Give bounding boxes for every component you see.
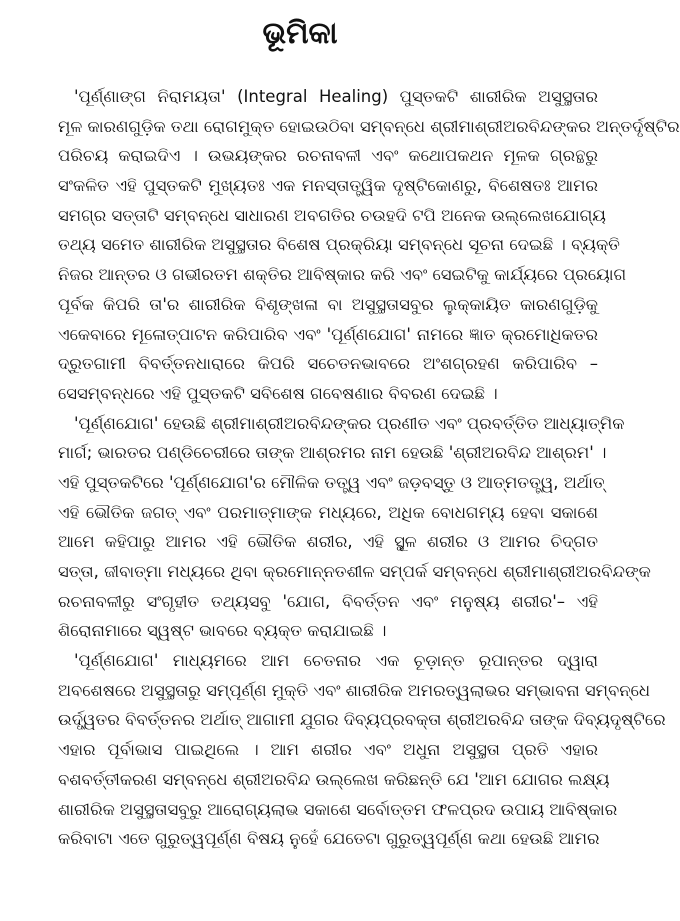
- text-line: ଶିରୋନାମାରେ ସ୍ୱଷ୍ଟ ଭାବରେ ବ୍ୟକ୍ତ କରାଯାଇଛି ।: [58, 621, 387, 641]
- paragraph-2: [58, 409, 651, 647]
- text-line: ମୂଳ କାରଣଗୁଡ଼ିକ ତଥା ରୋଗମୁକ୍ତ ହୋଇଉଠିବା ସମ୍ବନ୍ଧେ ଶ୍ରୀମାଶ୍ରୀଅରବିନ୍ଦଙ୍କର ଅନ୍ତର୍ଦୃଷ୍ଟିର: [58, 116, 680, 136]
- text-line: ରଚନାବଳୀରୁ ସଂଗୃହୀତ ତଥ୍ୟସବୁ 'ଯୋଗ, ବିବର୍ତ୍ତନ ଏବଂ ମନୁଷ୍ୟ ଶରୀର'– ଏହି: [58, 591, 598, 611]
- text-line: କରିବାଟା ଏତେ ଗୁରୁତ୍ୱପୂର୍ଣ୍ଣ ବିଷୟ ନୁହେଁ ଯେତେଟା ଗୁରୁତ୍ୱପୂର୍ଣ୍ଣ କଥା ହେଉଛି ଆମର: [58, 829, 600, 849]
- text-line: ସମଗ୍ର ସତ୍ତାଟି ସମ୍ବନ୍ଧେ ସାଧାରଣ ଅବଗତିର ଚଉହଦି ଟପି ଅନେକ ଉଲ୍ଲେଖଯୋଗ୍ୟ: [58, 205, 606, 225]
- text-line: ଏହି ଭୌତିକ ଜଗତ୍ ଏବଂ ପରମାତ୍ମାଙ୍କ ମଧ୍ୟରେ, ଅଧିକ ବୋଧଗମ୍ୟ ହେବା ସକାଶେ: [58, 502, 598, 522]
- text-line: ଦ୍ରୁତଗାମୀ ବିବର୍ତ୍ତନଧାରାରେ କିପରି ସଚେତନଭାବରେ ଅଂଶଗ୍ରହଣ କରିପାରିବ –: [58, 354, 598, 374]
- text-line: ନିଜର ଆନ୍ତର ଓ ଗଭୀରତମ ଶକ୍ତିର ଆବିଷ୍କାର କରି ଏବଂ ସେଇଟିକୁ କାର୍ଯ୍ୟରେ ପ୍ରୟୋଗ: [58, 265, 627, 285]
- text-line: ସଂକଳିତ ଏହି ପୁସ୍ତକଟି ମୁଖ୍ୟତଃ ଏକ ମନସ୍ତାତ୍ତ୍ୱିକ ଦୃଷ୍ଟିକୋଣରୁ, ବିଶେଷତଃ ଆମର: [58, 176, 598, 196]
- text-line: ଏହାର ପୂର୍ବାଭାସ ପାଇଥିଲେ । ଆମ ଶରୀର ଏବଂ ଅଧୁନା ଅସୁସ୍ଥତା ପ୍ରତି ଏହାର: [58, 740, 598, 760]
- text-line: ଶାରୀରିକ ଅସୁସ୍ଥତାସବୁରୁ ଆରୋଗ୍ୟଲାଭ ସକାଶେ ସର୍ବୋତ୍ତମ ଫଳପ୍ରଦ ଉପାୟ ଆବିଷ୍କାର: [58, 799, 618, 819]
- text-line: 'ପୂର୍ଣ୍ଣଯୋଗ' ହେଉଛି ଶ୍ରୀମାଶ୍ରୀଅରବିନ୍ଦଙ୍କର ପ୍ରଣୀତ ଏବଂ ପ୍ରବର୍ତ୍ତିତ ଆଧ୍ୟାତ୍ମିକ: [74, 413, 625, 433]
- paragraph-3: [58, 646, 666, 854]
- page-title: ଭୂମିକା: [262, 16, 338, 51]
- text-line: ତଥ୍ୟ ସମେତ ଶାରୀରିକ ଅସୁସ୍ଥତାର ବିଶେଷ ପ୍ରକ୍ରିୟା ସମ୍ବନ୍ଧେ ସୂଚନା ଦେଇଛି । ବ୍ୟକ୍ତି: [58, 235, 620, 255]
- text-line: ମାର୍ଗ; ଭାରତର ପଣ୍ଡିଚେରୀରେ ତାଙ୍କ ଆଶ୍ରମର ନାମ ହେଉଛି 'ଶ୍ରୀଅରବିନ୍ଦ ଆଶ୍ରମ' ।: [58, 443, 607, 463]
- text-line: ଉର୍ଦ୍ଧ୍ୱତର ବିବର୍ତ୍ତନର ଅର୍ଥାତ୍ ଆଗାମୀ ଯୁଗର ଦିବ୍ୟପ୍ରବକ୍ତା ଶ୍ରୀଅରବିନ୍ଦ ତାଙ୍କ ଦିବ୍ୟଦୃଷ୍ଟିରେ: [58, 710, 666, 730]
- text-line: ବଶବର୍ତ୍ତୀକରଣ ସମ୍ବନ୍ଧେ ଶ୍ରୀଅରବିନ୍ଦ ଉଲ୍ଲେଖ କରିଛନ୍ତି ଯେ 'ଆମ ଯୋଗର ଲକ୍ଷ୍ୟ: [58, 769, 610, 789]
- text-line: ଏକେବାରେ ମୂଳୋତ୍ପାଟନ କରିପାରିବ ଏବଂ 'ପୂର୍ଣ୍ଣଯୋଗ' ନାମରେ ଜ୍ଞାତ କ୍ରମୋଧିକତର: [58, 324, 598, 344]
- text-line: ଆମେ କହିପାରୁ ଆମର ଏହି ଭୌତିକ ଶରୀର, ଏହି ସ୍ଥୂଳ ଶରୀର ଓ ଆମର ଚିଦ୍‌ଗତ: [58, 532, 598, 552]
- text-line: ଏହି ପୁସ୍ତକଟିରେ 'ପୂର୍ଣ୍ଣଯୋଗ'ର ମୌଳିକ ତତ୍ତ୍ୱ ଏବଂ ଜଡ଼ବସ୍ତୁ ଓ ଆତ୍ମତତ୍ତ୍ୱ, ଅର୍ଥାତ୍: [58, 472, 605, 492]
- text-line: 'ପୂର୍ଣ୍ଣଯୋଗ' ମାଧ୍ୟମରେ ଆମ ଚେତନାର ଏକ ଚୂଡ଼ାନ୍ତ ରୂପାନ୍ତର ଦ୍ୱାରା: [74, 651, 598, 671]
- text-line: ସେସମ୍ବନ୍ଧରେ ଏହି ପୁସ୍ତକଟି ସବିଶେଷ ଗବେଷଣାର ବିବରଣ ଦେଇଛି ।: [58, 383, 498, 403]
- text-line: 'ପୂର୍ଣ୍ଣାଙ୍ଗ ନିରାମୟତା' (Integral Healing) ପୁସ୍ତକଟି ଶାରୀରିକ ଅସୁସ୍ଥତାର: [74, 87, 598, 106]
- paragraph-1: [58, 82, 680, 409]
- text-line: ପୂର୍ବକ କିପରି ତା'ର ଶାରୀରିକ ବିଶୃଙ୍ଖଳା ବା ଅସୁସ୍ଥତାସବୁର ଲୁକ୍କାୟିତ କାରଣଗୁଡ଼ିକୁ: [58, 294, 598, 314]
- text-line: ଅବଶେଷରେ ଅସୁସ୍ଥତାରୁ ସମ୍ପୂର୍ଣ୍ଣ ମୁକ୍ତି ଏବଂ ଶାରୀରିକ ଅମରତ୍ୱଲାଭର ସମ୍ଭାବନା ସମ୍ବନ୍ଧେ: [58, 680, 651, 700]
- text-line: ପରିଚୟ କରାଇଦିଏ । ଉଭୟଙ୍କର ରଚନାବଳୀ ଏବଂ କଥୋପକଥନ ମୂଳକ ଗ୍ରନ୍ଥରୁ: [58, 146, 598, 166]
- text-line: ସତ୍ତା, ଜୀବାତ୍ମା ମଧ୍ୟରେ ଥିବା କ୍ରମୋନ୍ନତଶୀଳ ସମ୍ପର୍କ ସମ୍ବନ୍ଧେ ଶ୍ରୀମାଶ୍ରୀଅରବିନ୍ଦଙ୍କ: [58, 562, 651, 581]
- document-body: [58, 82, 680, 854]
